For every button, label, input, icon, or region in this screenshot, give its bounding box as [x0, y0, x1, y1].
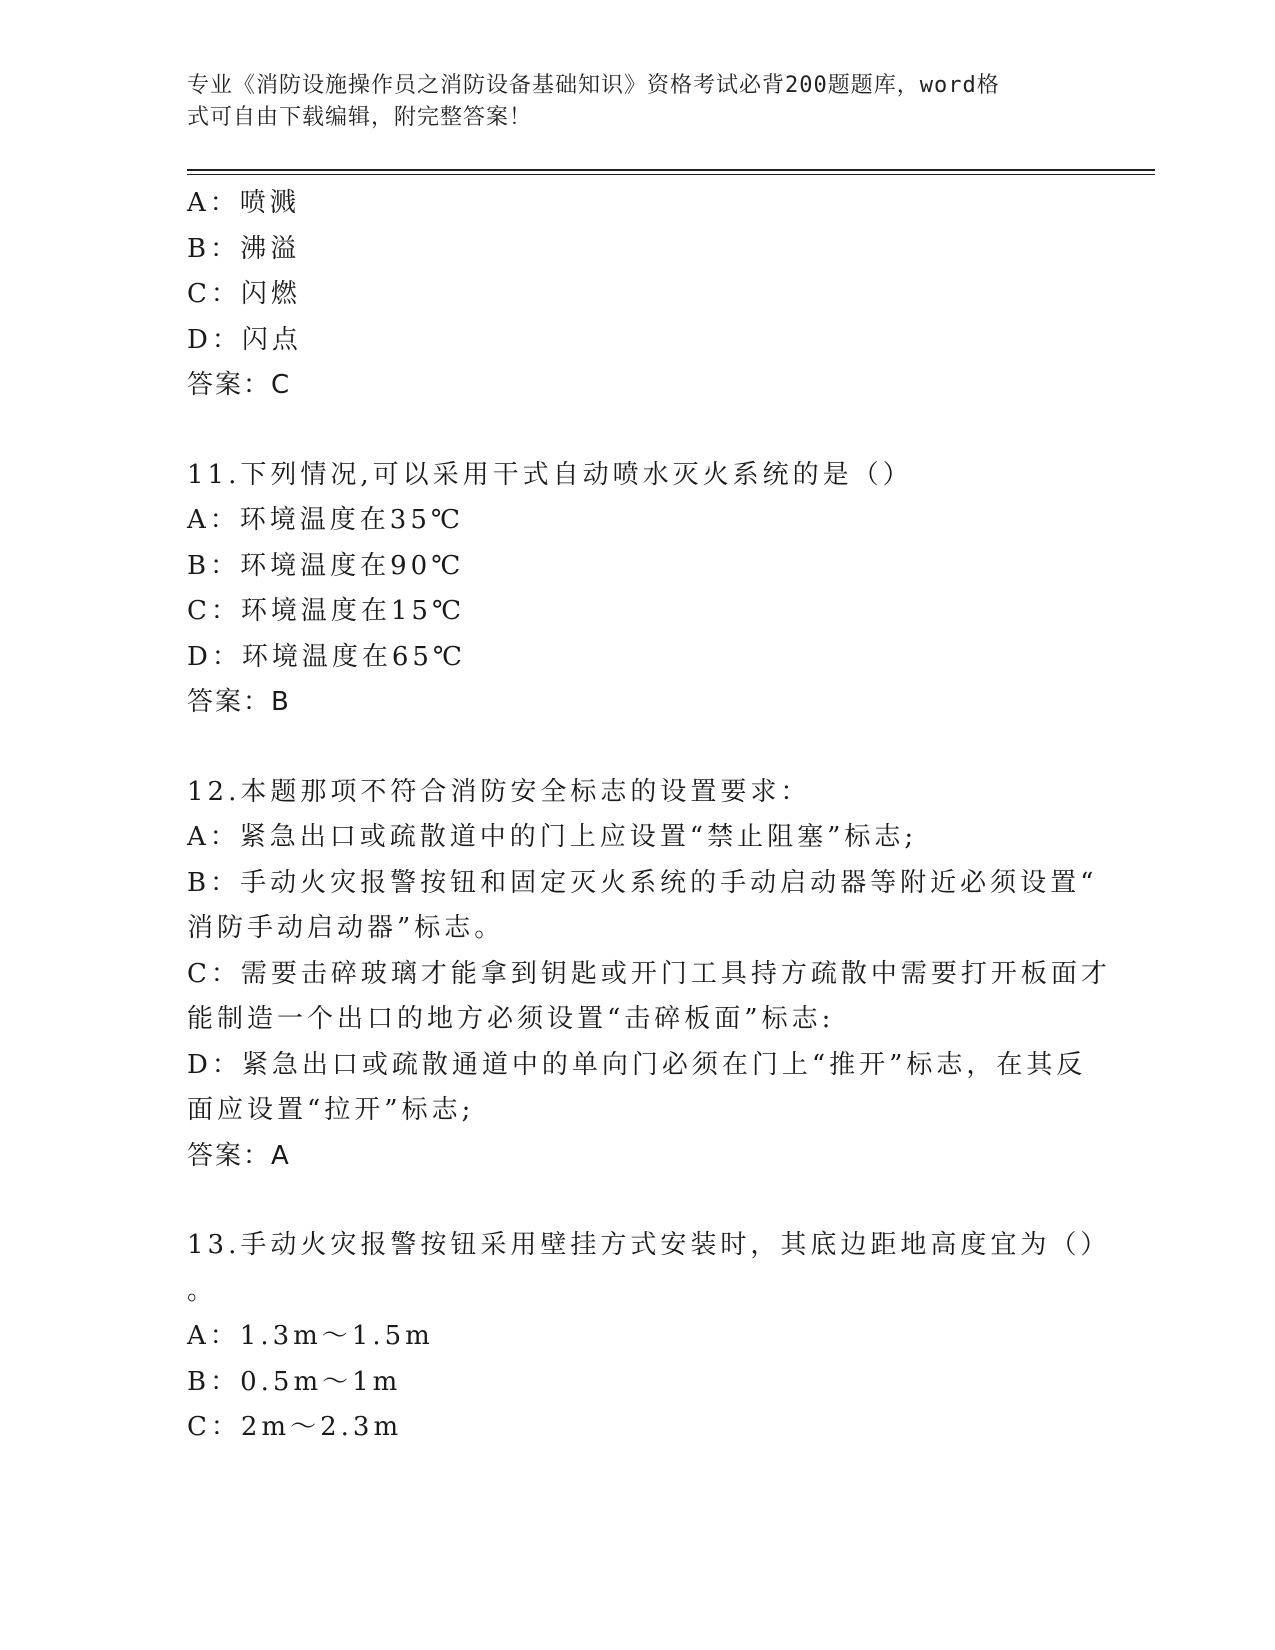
option-c: C：环境温度在15℃	[187, 596, 466, 626]
option-a: A：喷溅	[187, 188, 300, 218]
spacer	[187, 1179, 1147, 1223]
answer: 答案：C	[187, 370, 292, 400]
question-stem-cont: 。	[187, 1275, 218, 1306]
question-list	[187, 181, 1147, 1451]
option-b: B：沸溢	[187, 233, 301, 264]
header-line-2: 式可自由下载编辑，附完整答案！	[187, 105, 533, 130]
question-12	[187, 770, 1147, 1180]
option-a: A：1.3m～1.5m	[187, 1321, 434, 1351]
answer: 答案：A	[187, 1140, 291, 1171]
option-a: A：紧急出口或疏散道中的门上应设置“禁止阻塞”标志;	[187, 822, 918, 852]
question-13	[187, 1223, 1147, 1451]
question-stem: 13.手动火灾报警按钮采用壁挂方式安装时，其底边距地高度宜为（）	[187, 1230, 1111, 1260]
question-stem: 11.下列情况,可以采用干式自动喷水灭火系统的是（）	[187, 459, 913, 490]
option-c: C：闪燃	[187, 279, 301, 309]
option-d-cont: 面应设置“拉开”标志;	[187, 1095, 475, 1125]
option-c: C：2m～2.3m	[187, 1412, 403, 1442]
question-10	[187, 181, 1147, 409]
option-b: B：0.5m～1m	[187, 1366, 402, 1397]
document-page	[187, 70, 1147, 1451]
option-d: D：紧急出口或疏散通道中的单向门必须在门上“推开”标志，在其反	[187, 1049, 1087, 1080]
option-d: D：环境温度在65℃	[187, 641, 467, 672]
spacer	[187, 726, 1147, 770]
spacer	[187, 409, 1147, 453]
question-11	[187, 453, 1147, 726]
document-header	[187, 70, 1067, 134]
header-divider	[187, 169, 1155, 175]
option-d: D：闪点	[187, 324, 302, 355]
answer: 答案：B	[187, 687, 291, 717]
option-c-cont: 能制造一个出口的地方必须设置“击碎板面”标志:	[187, 1004, 835, 1034]
header-line-1: 专业《消防设施操作员之消防设备基础知识》资格考试必背200题题库，word格	[187, 73, 1000, 98]
option-b: B：环境温度在90℃	[187, 550, 465, 581]
question-stem: 12.本题那项不符合消防安全标志的设置要求：	[187, 776, 811, 807]
option-b-cont: 消防手动启动器”标志。	[187, 913, 505, 943]
option-b: B：手动火灾报警按钮和固定灭火系统的手动启动器等附近必须设置“	[187, 867, 1098, 898]
option-a: A：环境温度在35℃	[187, 505, 464, 535]
option-c: C：需要击碎玻璃才能拿到钥匙或开门工具持方疏散中需要打开板面才	[187, 958, 1111, 989]
